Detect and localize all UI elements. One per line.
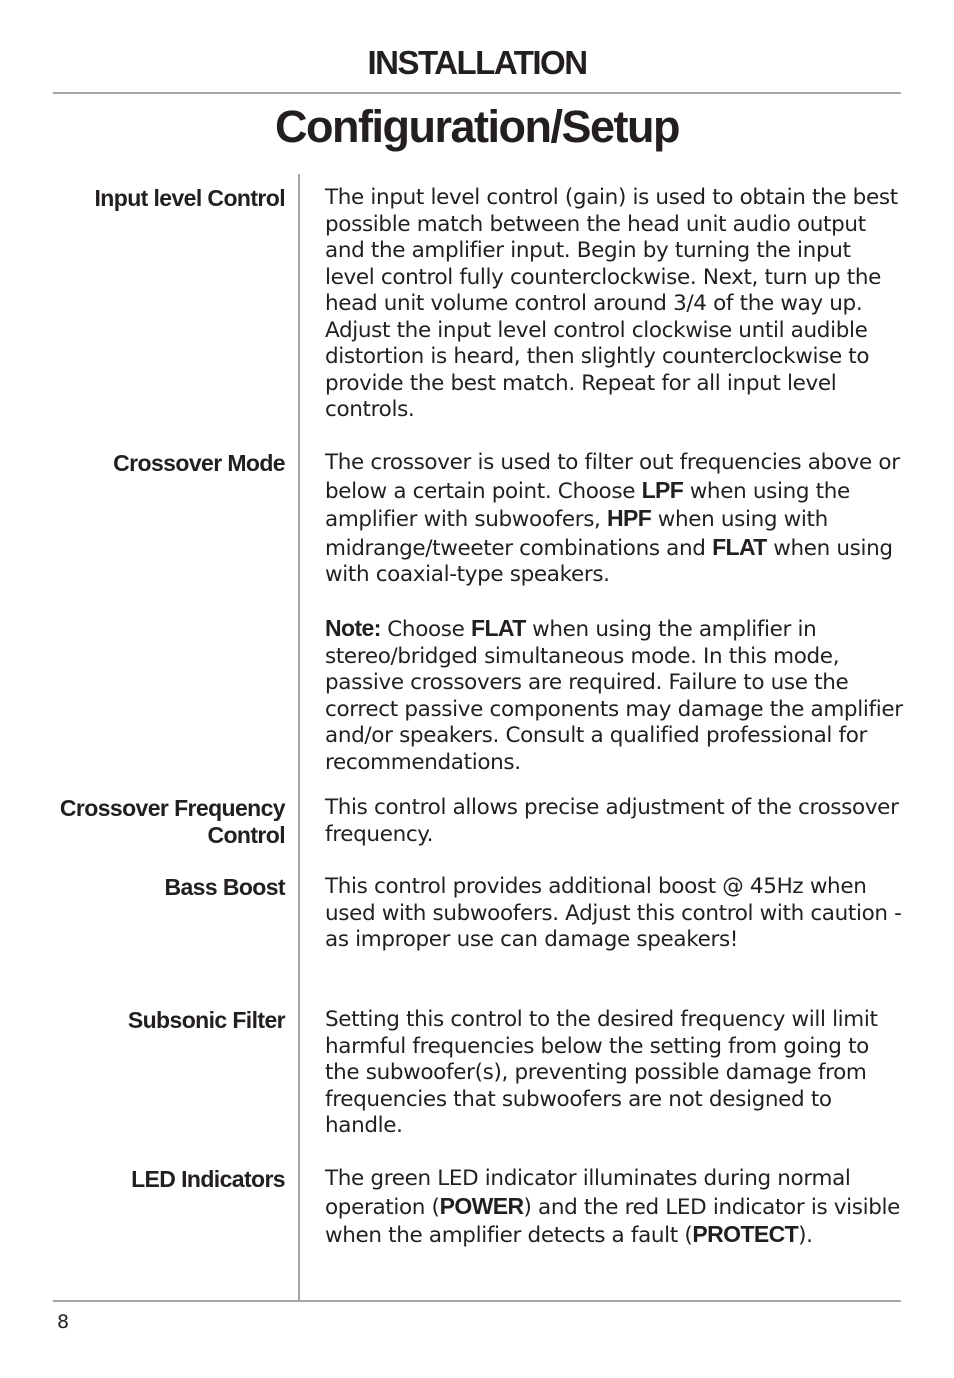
description-paragraph: This control allows precise adjustment of the crossover frequency. <box>325 795 899 847</box>
hpf-term: HPF <box>607 505 652 531</box>
text-run: The green LED indicator illuminates during normal operation ( <box>325 1166 851 1220</box>
entry-description <box>325 1007 905 1140</box>
label-line: Control <box>207 821 285 848</box>
entry-label: Subsonic Filter <box>127 1007 285 1033</box>
description-paragraph: Setting this control to the desired frequency will limit harmful frequencies below the setting from going to the subwoofer(s), preventing possible damage from frequencies that subwoofers are not designed to handle. <box>325 1007 878 1138</box>
protect-term: PROTECT <box>692 1221 799 1247</box>
lpf-term: LPF <box>641 476 684 503</box>
flat-term: FLAT <box>471 615 526 641</box>
description-paragraph <box>325 1166 905 1250</box>
note-label: Note: <box>325 615 381 641</box>
column-divider <box>298 174 300 1300</box>
entry-label: Crossover Mode <box>113 450 285 476</box>
flat-term: FLAT <box>712 533 767 560</box>
section-heading: INSTALLATION <box>367 44 587 81</box>
text-run: Choose <box>380 617 472 642</box>
top-divider <box>53 92 901 94</box>
entry-description <box>325 1166 905 1250</box>
page-title: Configuration/Setup <box>275 101 679 152</box>
power-term: POWER <box>439 1192 524 1219</box>
description-paragraph <box>325 450 905 589</box>
entry-description <box>325 185 905 424</box>
entry-label: Bass Boost <box>164 874 285 900</box>
bottom-divider <box>53 1300 901 1302</box>
entry-label: LED Indicators <box>131 1166 285 1192</box>
text-run: when using the amplifier in stereo/bridged simultaneous mode. In this mode, passive crossovers are required. Failure to use the correct passive components may damage the amplifier and/or speakers. Consult a qualified professional for recommendations. <box>325 617 903 775</box>
label-line: Crossover Frequency <box>59 795 285 821</box>
text-run: when using the amplifier with subwoofers, <box>325 478 850 532</box>
text-run: ) and the red LED indicator is visible when the amplifier detects a fault ( <box>325 1194 901 1248</box>
entry-label <box>30 795 285 848</box>
description-paragraph: The input level control (gain) is used to obtain the best possible match between the head unit audio output and the amplifier input. Begin by turning the input level control fully counterclockwise. Next, turn up the head unit volume control around 3/4 of the way up. Adjust the input level control clockwise until audible distortion is heard, then slightly counterclockwise to provide the best match. Repeat for all input level controls. <box>325 185 898 422</box>
text-run: when using with midrange/tweeter combinations and <box>325 507 828 561</box>
entry-label: Input level Control <box>94 185 285 211</box>
description-paragraph: This control provides additional boost @ 45Hz when used with subwoofers. Adjust this control with caution - as improper use can damage speakers! <box>325 874 902 952</box>
text-run: ). <box>798 1223 813 1248</box>
entry-description <box>325 450 905 776</box>
note-paragraph <box>325 615 905 776</box>
text-run: when using with coaxial-type speakers. <box>325 535 893 587</box>
entry-description <box>325 874 905 954</box>
page-number: 8 <box>57 1311 70 1333</box>
entry-description <box>325 795 905 848</box>
text-run: The crossover is used to filter out frequencies above or below a certain point. Choose <box>325 450 900 504</box>
